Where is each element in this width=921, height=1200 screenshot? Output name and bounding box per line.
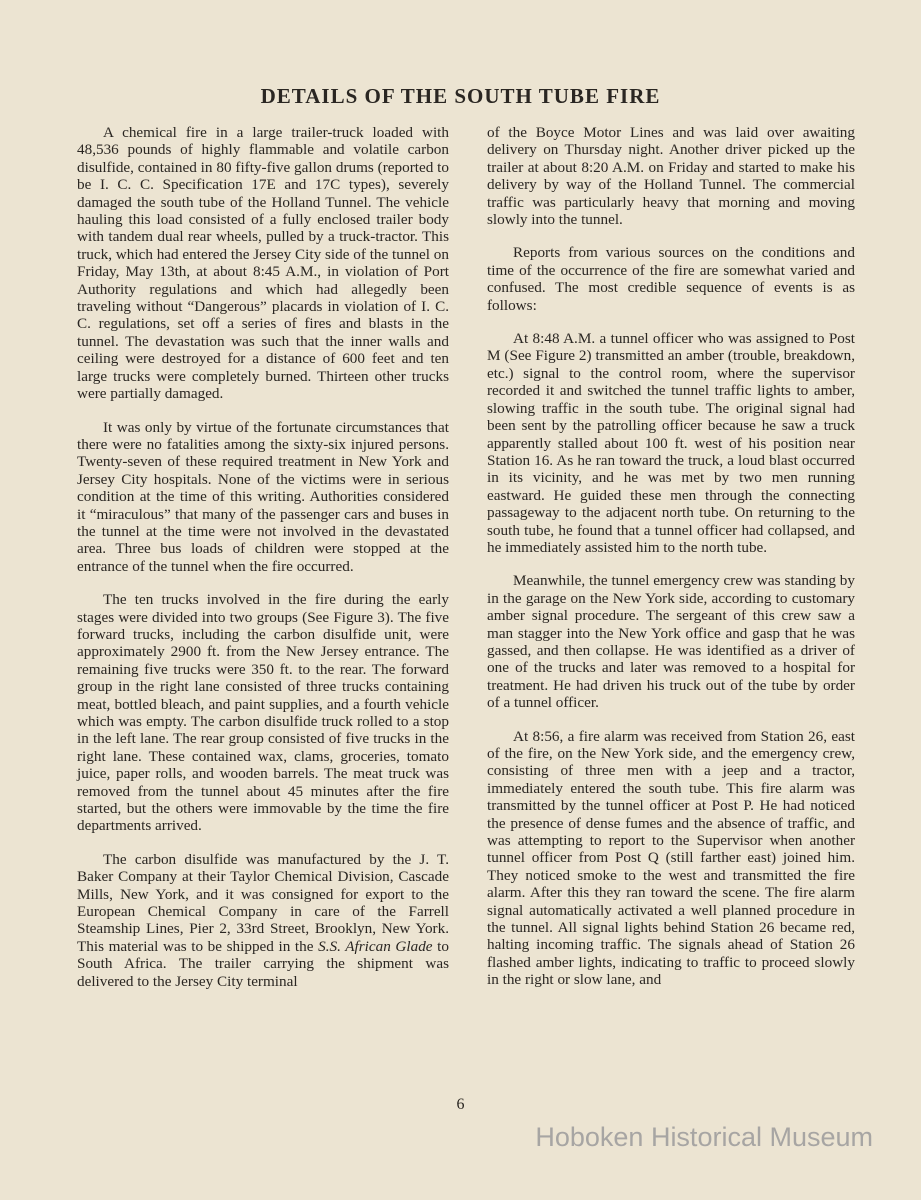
left-column <box>77 124 449 1006</box>
watermark: Hoboken Historical Museum <box>535 1122 873 1152</box>
paragraph: It was only by virtue of the fortunate circumstances that there were no fatalities among the sixty-six injured persons. Twenty-seven of these required treatment in New York and Jersey City hospitals. None of the victims were in serious condition at the time of this writing. Authorities considered it “miraculous” that many of the passenger cars and buses in the tunnel at the time were not involved in the devastated area. Three bus loads of children were stopped at the entrance of the tunnel when the fire occurred. <box>77 418 449 575</box>
paragraph: The ten trucks involved in the fire during the early stages were divided into two groups (See Figure 3). The five forward trucks, including the carbon disulfide unit, were approximately 2900 ft. from the New Jersey entrance. The remaining five trucks were 350 ft. to the rear. The forward group in the right lane consisted of three trucks containing meat, bottled bleach, and paint supplies, and a fourth vehicle which was empty. The carbon disulfide truck rolled to a stop in the left lane. The rear group consisted of five trucks in the right lane. These contained wax, clams, groceries, tomato juice, paper rolls, and wooden barrels. The meat truck was removed from the tunnel about 45 minutes after the fire started, but the others were immovable by the time the fire departments arrived. <box>77 591 449 835</box>
ship-name: S.S. African Glade <box>318 937 433 955</box>
page-title: DETAILS OF THE SOUTH TUBE FIRE <box>260 84 661 108</box>
paragraph: At 8:56, a fire alarm was received from Station 26, east of the fire, on the New York side, and the emergency crew, consisting of three men with a jeep and a tractor, immediately entered the south tube. This fire alarm was transmitted by the tunnel officer at Post P. He had noticed the presence of dense fumes and the absence of traffic, and was attempting to report to the Supervisor when another tunnel officer from Post Q (still farther east) joined him. They noticed smoke to the west and transmitted the fire alarm. After this they ran toward the scene. The fire alarm signal automatically activated a well planned procedure in the tunnel. All signal lights behind Station 26 became red, halting incoming traffic. The signals ahead of Station 26 flashed amber lights, indicating to traffic to proceed slowly in the right or slow lane, and <box>487 727 855 989</box>
page-number: 6 <box>456 1096 465 1113</box>
paragraph: Meanwhile, the tunnel emergency crew was standing by in the garage on the New York side, according to customary amber signal procedure. The sergeant of this crew saw a man stagger into the New York office and gasp that he was gassed, and then collapse. He was identified as a driver of one of the trucks and later was removed to a hospital for treatment. He had driven his truck out of the tube by order of a tunnel officer. <box>487 572 855 712</box>
paragraph <box>77 851 449 990</box>
paragraph-text: to South Africa. The trailer carrying the shipment was delivered to the Jersey City terminal <box>77 937 449 990</box>
paragraph: At 8:48 A.M. a tunnel officer who was assigned to Post M (See Figure 2) transmitted an amber (trouble, breakdown, etc.) signal to the control room, where the supervisor recorded it and switched the tunnel traffic lights to amber, slowing traffic in the south tube. The original signal had been sent by the patrolling officer because he saw a truck apparently stalled about 100 ft. west of his position near Station 16. As he ran toward the truck, a loud blast occurred in its vicinity, and he was met by two men running eastward. He guided these men through the connecting passageway to the adjacent north tube. On returning to the south tube, he found that a tunnel officer had collapsed, and he immediately assisted him to the north tube. <box>487 330 855 556</box>
right-column <box>487 124 855 1005</box>
paragraph-text: The carbon disulfide was manufactured by the J. T. Baker Company at their Taylor Chemical Division, Cascade Mills, New York, and it was consigned for export to the European Chemical Company in care of the Farrell Steamship Lines, Pier 2, 33rd Street, Brooklyn, New York. This material was to be shipped in the <box>77 850 449 955</box>
paragraph: of the Boyce Motor Lines and was laid over awaiting delivery on Thursday night. Another driver picked up the trailer at about 8:20 A.M. on Friday and started to make his delivery by way of the Holland Tunnel. The commercial traffic was particularly heavy that morning and moving slowly into the tunnel. <box>487 124 855 229</box>
paragraph: Reports from various sources on the conditions and time of the occurrence of the fire are somewhat varied and confused. The most credible sequence of events is as follows: <box>487 244 855 314</box>
paragraph: A chemical fire in a large trailer-truck loaded with 48,536 pounds of highly flammable and volatile carbon disulfide, contained in 80 fifty-five gallon drums (reported to be I. C. C. Specification 17E and 17C types), severely damaged the south tube of the Holland Tunnel. The vehicle hauling this load consisted of a fully enclosed trailer body with tandem dual rear wheels, pulled by a truck-tractor. This truck, which had entered the Jersey City side of the tunnel on Friday, May 13th, at about 8:45 A.M., in violation of Port Authority regulations and which had allegedly been traveling without “Dangerous” placards in violation of I. C. C. regulations, set off a series of fires and blasts in the tunnel. The devastation was such that the inner walls and ceiling were destroyed for a distance of 600 feet and ten large trucks were completely burned. Thirteen other trucks were partially damaged. <box>77 124 449 403</box>
